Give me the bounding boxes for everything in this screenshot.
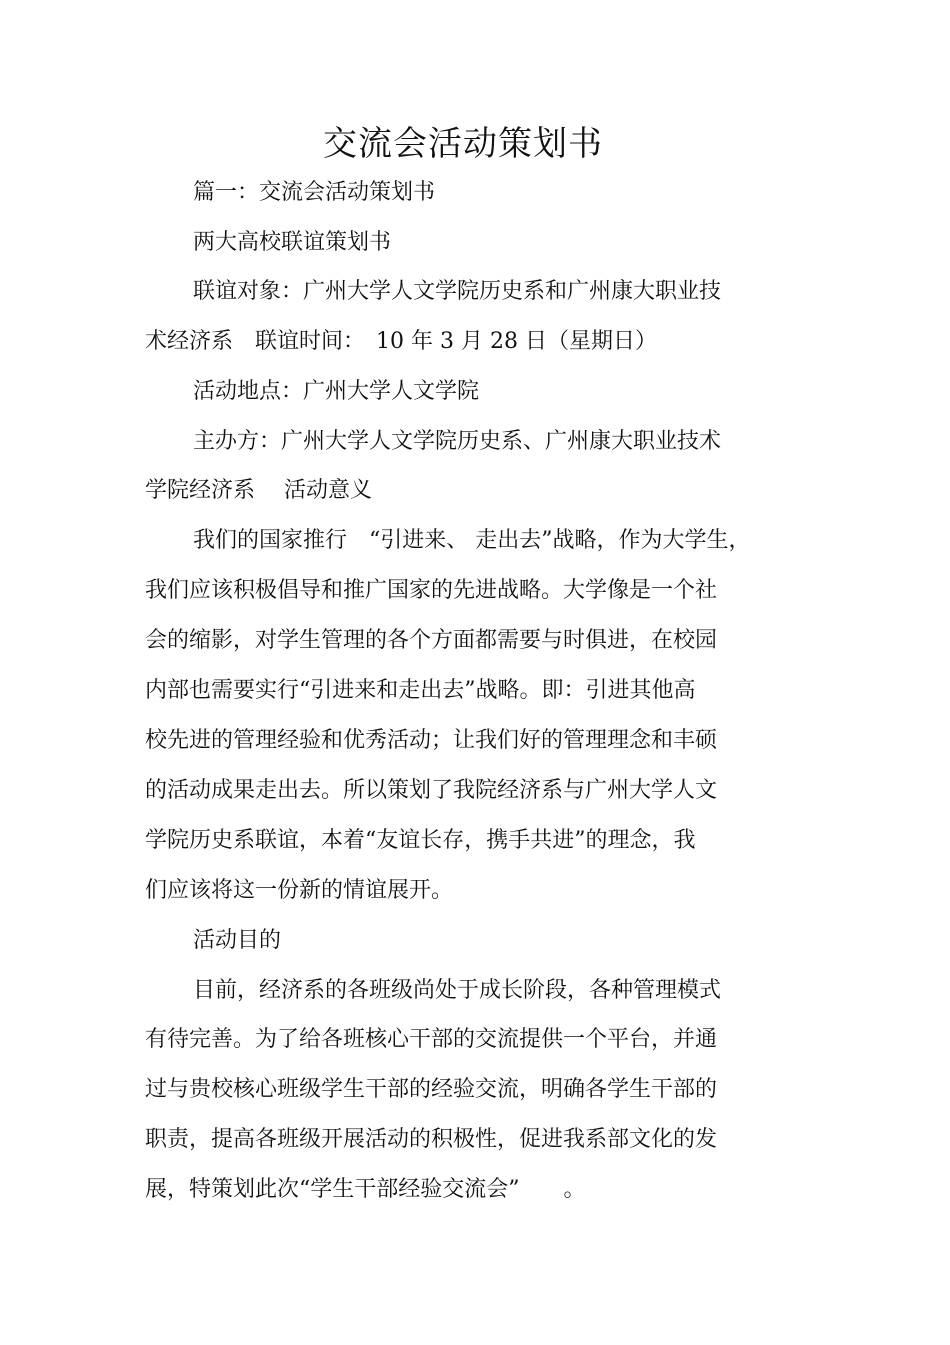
paragraph-line: 目前，经济系的各班级尚处于成长阶段，各种管理模式: [193, 978, 722, 1003]
paragraph-line: 我们的国家推行 “引进来、 走出去”战略，作为大学生，: [193, 528, 751, 553]
paragraph-line: 篇一：交流会活动策划书: [193, 180, 436, 205]
paragraph-line: 们应该将这一份新的情谊展开。: [145, 878, 454, 903]
paragraph-line: 校先进的管理经验和优秀活动；让我们好的管理理念和丰硕: [145, 728, 718, 753]
paragraph-line: 学院历史系联谊，本着“友谊长存，携手共进”的理念，我: [145, 828, 696, 853]
paragraph-line: 内部也需要实行“引进来和走出去”战略。即：引进其他高: [145, 678, 696, 703]
paragraph-line: 展，特策划此次“学生干部经验交流会” 。: [145, 1177, 586, 1202]
document-title: 交流会活动策划书: [323, 124, 603, 164]
paragraph-line: 联谊对象：广州大学人文学院历史系和广州康大职业技: [193, 279, 722, 304]
paragraph-line: 主办方：广州大学人文学院历史系、广州康大职业技术: [193, 429, 722, 454]
paragraph-line: 的活动成果走出去。所以策划了我院经济系与广州大学人文: [145, 778, 718, 803]
section-heading: 活动目的: [193, 928, 282, 953]
paragraph-line: 学院经济系 活动意义: [145, 478, 372, 503]
paragraph-line: 术经济系 联谊时间： 10 年 3 月 28 日（星期日）: [145, 329, 657, 354]
paragraph-line: 两大高校联谊策划书: [193, 230, 392, 255]
paragraph-line: 活动地点：广州大学人文学院: [193, 379, 480, 404]
paragraph-line: 过与贵校核心班级学生干部的经验交流，明确各学生干部的: [145, 1077, 718, 1102]
paragraph-line: 会的缩影，对学生管理的各个方面都需要与时俱进，在校园: [145, 628, 718, 653]
paragraph-line: 有待完善。为了给各班核心干部的交流提供一个平台，并通: [145, 1027, 718, 1052]
paragraph-line: 职责，提高各班级开展活动的积极性，促进我系部文化的发: [145, 1127, 718, 1152]
paragraph-line: 我们应该积极倡导和推广国家的先进战略。大学像是一个社: [145, 578, 718, 603]
